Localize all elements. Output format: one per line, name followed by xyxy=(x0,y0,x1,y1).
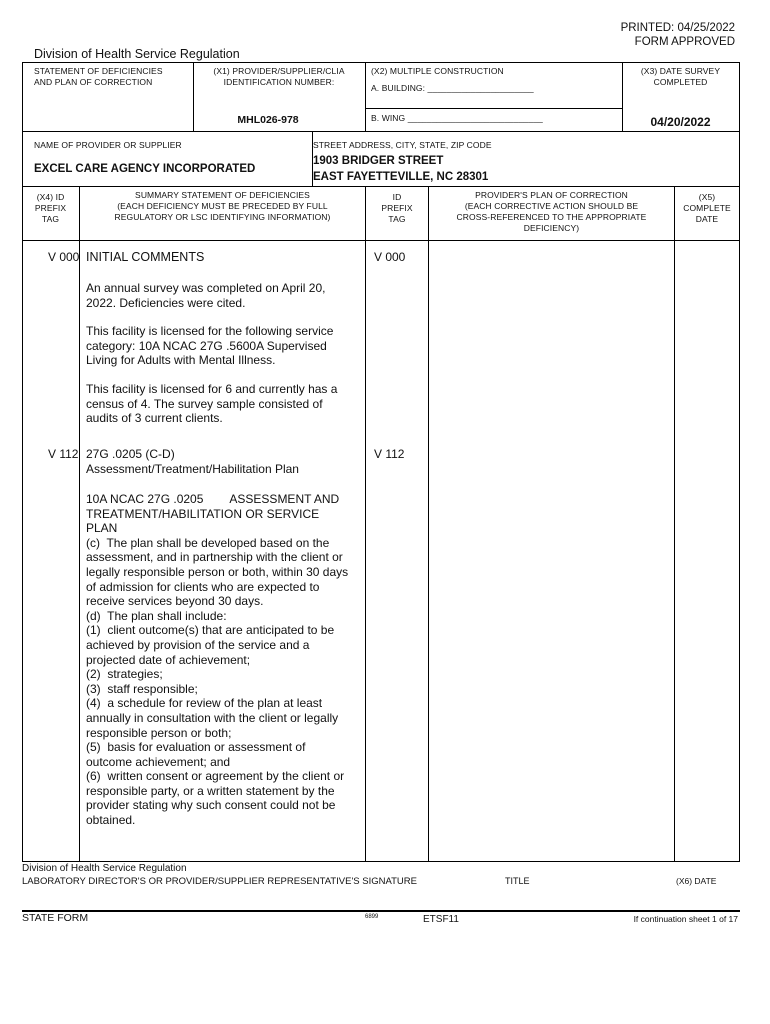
street-address: 1903 BRIDGER STREET xyxy=(313,155,444,167)
col-plan-divider xyxy=(674,186,675,862)
printed-date: PRINTED: 04/25/2022 xyxy=(620,22,735,34)
col-header-plan: PROVIDER'S PLAN OF CORRECTION (EACH CORRECTIVE ACTION SHOULD BE CROSS-REFERENCED TO THE APPROPRIATE DEFICIENCY) xyxy=(456,190,647,233)
x1-value: MHL026-978 xyxy=(237,114,299,126)
v112-tag: V 112 xyxy=(48,447,79,461)
v112-title: 27G .0205 (C-D) Assessment/Treatment/Habilitation Plan xyxy=(86,447,299,476)
wing-label: B. WING ____________________________ xyxy=(371,113,543,123)
footer-division: Division of Health Service Regulation xyxy=(22,863,187,874)
form-status: FORM APPROVED xyxy=(634,36,735,48)
col-header-x5: (X5) COMPLETE DATE xyxy=(683,192,731,224)
city-state-zip: EAST FAYETTEVILLE, NC 28301 xyxy=(313,171,489,183)
v112-regulation-text: 10A NCAC 27G .0205 ASSESSMENT AND TREATMENT/HABILITATION OR SERVICE PLAN (c) The plan shall be developed based on the assessment, and in partnership with the client or legally responsible person or both, within 30 days of admission for clients who are expected to receive services beyond 30 days. (d) The plan shall include: (1) client outcome(s) that are anticipated to be achieved by provision of the service and a projected date of achievement; (2) strategies; (3) staff responsible; (4) a schedule for review of the plan at least annually in consultation with the client or legally responsible person or both; (5) basis for evaluation or assessment of outcome achievement; and (6) written consent or agreement by the client or responsible party, or a written statement by the provider stating why such consent could not be obtained. xyxy=(86,492,349,828)
col-x4-divider xyxy=(79,186,80,862)
v000-id-tag: V 000 xyxy=(374,250,406,264)
form-code: ETSF11 xyxy=(423,914,459,925)
x3-label: (X3) DATE SURVEY COMPLETED xyxy=(640,66,721,87)
title-label: TITLE xyxy=(505,876,530,886)
building-label: A. BUILDING: ______________________ xyxy=(371,83,534,93)
signature-label: LABORATORY DIRECTOR'S OR PROVIDER/SUPPLIER REPRESENTATIVE'S SIGNATURE xyxy=(22,876,417,887)
colheader-bottom-border xyxy=(22,240,740,241)
signature-date-label: (X6) DATE xyxy=(676,876,717,886)
col-header-x4: (X4) ID PREFIX TAG xyxy=(34,192,67,224)
col-summary-divider xyxy=(365,186,366,862)
top-box-mid-border xyxy=(22,131,740,132)
x1-label: (X1) PROVIDER/SUPPLIER/CLIA IDENTIFICATION NUMBER: xyxy=(213,66,345,87)
v000-body xyxy=(86,281,364,440)
footer-rule xyxy=(22,910,740,912)
table-bottom-border xyxy=(22,861,740,862)
state-form-label: STATE FORM xyxy=(22,912,89,924)
provider-name: EXCEL CARE AGENCY INCORPORATED xyxy=(34,163,256,175)
x2-label: (X2) MULTIPLE CONSTRUCTION xyxy=(371,66,504,76)
col-header-id: ID PREFIX TAG xyxy=(381,192,413,224)
box-left-border xyxy=(22,62,23,862)
box-right-border xyxy=(739,62,740,862)
v000-paragraph-2: This facility is licensed for the following service category: 10A NCAC 27G .5600A Supervised Living for Adults with Mental Illness. xyxy=(86,324,334,368)
address-label: STREET ADDRESS, CITY, STATE, ZIP CODE xyxy=(313,140,492,150)
top-box-top-border xyxy=(22,62,740,63)
v000-tag: V 000 xyxy=(48,250,80,264)
continuation-sheet: If continuation sheet 1 of 17 xyxy=(633,914,738,924)
provider-bottom-border xyxy=(22,186,740,187)
v000-paragraph-1: An annual survey was completed on April 20, 2022. Deficiencies were cited. xyxy=(86,281,326,310)
v112-id-tag: V 112 xyxy=(374,447,405,461)
col-header-summary: SUMMARY STATEMENT OF DEFICIENCIES (EACH DEFICIENCY MUST BE PRECEDED BY FULL REGULATORY OR LSC IDENTIFYING INFORMATION) xyxy=(114,190,331,222)
x3-value: 04/20/2022 xyxy=(650,115,711,129)
col-id-divider xyxy=(428,186,429,862)
division-title: Division of Health Service Regulation xyxy=(34,47,240,61)
v000-paragraph-3: This facility is licensed for 6 and currently has a census of 4. The survey sample consisted of audits of 3 current clients. xyxy=(86,381,338,426)
x2-divider xyxy=(365,62,366,132)
provider-name-label: NAME OF PROVIDER OR SUPPLIER xyxy=(34,140,182,150)
form-number: 6899 xyxy=(365,914,379,920)
v000-title: INITIAL COMMENTS xyxy=(86,250,205,264)
x2-inner-divider xyxy=(365,108,622,109)
statement-label: STATEMENT OF DEFICIENCIES AND PLAN OF CORRECTION xyxy=(34,66,163,87)
